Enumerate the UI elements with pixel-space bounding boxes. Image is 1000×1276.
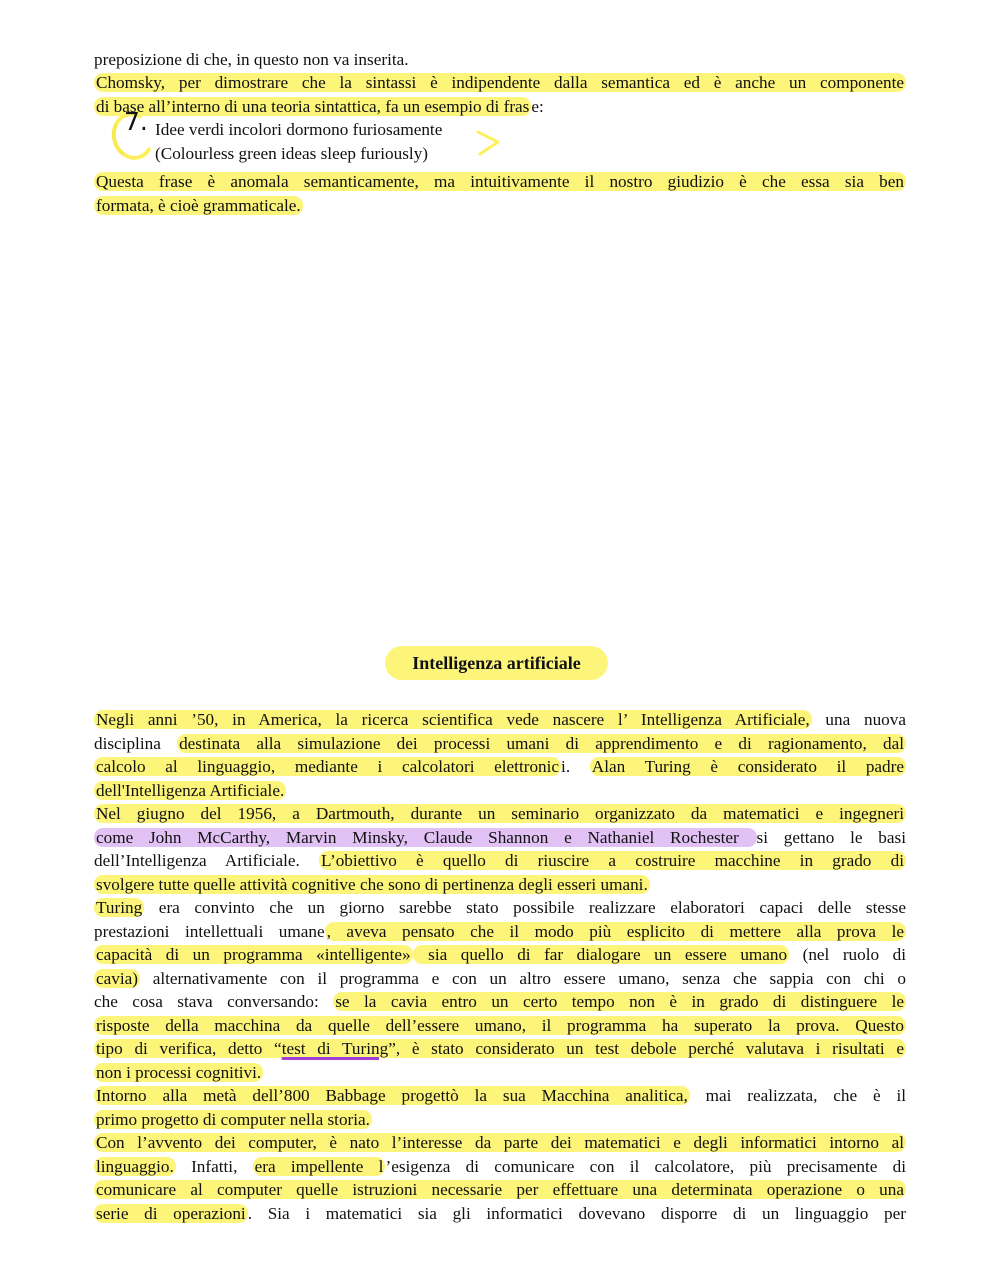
highlight: sia quello di far dialogare un essere umano bbox=[414, 945, 788, 964]
page-top bbox=[94, 48, 906, 217]
highlight: dell'Intelligenza Artificiale. bbox=[96, 780, 285, 800]
highlight: se la cavia entro un certo tempo non è in grado di distinguere le bbox=[335, 992, 904, 1011]
highlight: risposte della macchina da quelle dell’essere umano, il programma ha superato la prova. Questo bbox=[96, 1015, 904, 1035]
highlight bbox=[94, 1039, 906, 1058]
text-line bbox=[94, 708, 906, 732]
text-line bbox=[94, 1037, 906, 1061]
plain-text: ”, è stato considerato un test debole perché valutava i risultati e bbox=[388, 1039, 904, 1058]
text-line bbox=[94, 1084, 906, 1108]
highlight: calcolo al linguaggio, mediante i calcolatori elettronic bbox=[96, 757, 560, 776]
highlight: L’obiettivo è quello di riuscire a costruire macchine in grado di bbox=[321, 851, 904, 870]
handwritten-chevron-mark bbox=[474, 128, 502, 156]
highlight: Chomsky, per dimostrare che la sintassi è indipendente dalla semantica ed è anche un componente bbox=[96, 73, 904, 93]
highlight: cavia) bbox=[96, 968, 138, 988]
text-line bbox=[94, 95, 906, 118]
text-line bbox=[94, 943, 906, 967]
purple-highlight: come John McCarthy, Marvin Minsky, Claude Shannon e Nathaniel Rochester bbox=[96, 827, 755, 847]
text-line bbox=[94, 71, 906, 94]
plain-text: e: bbox=[531, 96, 544, 116]
highlight: Intorno alla metà dell’800 Babbage progettò la sua Macchina analitica, bbox=[96, 1086, 688, 1105]
plain-text: Infatti, bbox=[175, 1156, 253, 1176]
example-lines bbox=[155, 118, 442, 165]
highlight: formata, è cioè grammaticale. bbox=[96, 195, 301, 215]
plain-text: mai realizzata, che è il bbox=[689, 1086, 907, 1105]
underlined-term: test di Turing bbox=[281, 1039, 389, 1058]
highlight: serie di operazioni bbox=[96, 1203, 246, 1223]
text-line bbox=[94, 1178, 906, 1202]
highlight: Questa frase è anomala semanticamente, ma intuitivamente il nostro giudizio è che essa sia ben bbox=[96, 172, 904, 192]
highlight: non i processi cognitivi. bbox=[96, 1062, 262, 1082]
highlight: Con l’avvento dei computer, è nato l’interesse da parte dei matematici e degli informatici intorno al bbox=[96, 1133, 904, 1152]
plain-text: era convinto che un giorno sarebbe stato possibile realizzare elaboratori capaci delle stesse bbox=[144, 898, 906, 917]
page-body bbox=[94, 708, 906, 1225]
highlight: di base all’interno di una teoria sintattica, fa un esempio di fras bbox=[96, 96, 530, 116]
text-line bbox=[94, 732, 906, 756]
plain-text: prestazioni intellettuali umane bbox=[94, 921, 325, 941]
text-line bbox=[94, 967, 906, 991]
highlight: Nel giugno del 1956, a Dartmouth, durante un seminario organizzato da matematici e ingegneri bbox=[96, 804, 904, 823]
highlight: Turing bbox=[96, 898, 143, 917]
plain-text: dell’Intelligenza Artificiale. bbox=[94, 851, 320, 870]
highlight: , aveva pensato che il modo più esplicito di mettere alla prova le bbox=[326, 921, 904, 941]
highlight: primo progetto di computer nella storia. bbox=[96, 1109, 370, 1129]
example-sentence bbox=[94, 107, 906, 170]
text-line bbox=[94, 194, 906, 217]
plain-text: si gettano le basi bbox=[756, 827, 906, 847]
text-line bbox=[94, 1155, 906, 1179]
text-line bbox=[94, 920, 906, 944]
text-line bbox=[94, 873, 906, 897]
plain-text: . Sia i matematici sia gli informatici dovevano disporre di un linguaggio per bbox=[247, 1203, 906, 1223]
text-line bbox=[94, 826, 906, 850]
plain-text: (nel ruolo di bbox=[789, 945, 906, 964]
text-line bbox=[94, 170, 906, 193]
highlight: Negli anni ’50, in America, la ricerca scientifica vede nascere l’ Intelligenza Artificiale, bbox=[96, 710, 810, 729]
text-line bbox=[94, 802, 906, 826]
text-line bbox=[94, 990, 906, 1014]
text-line bbox=[94, 779, 906, 803]
highlight: Alan Turing è considerato il padre bbox=[591, 757, 904, 776]
text-line bbox=[94, 1061, 906, 1085]
example-line-italian: Idee verdi incolori dormono furiosamente bbox=[155, 120, 443, 140]
text-line bbox=[94, 755, 906, 779]
text-line bbox=[94, 1131, 906, 1155]
plain-text: disciplina bbox=[94, 733, 178, 753]
highlight: destinata alla simulazione dei processi umani di apprendimento e di ragionamento, dal bbox=[179, 733, 904, 753]
section-title-highlight bbox=[385, 646, 608, 680]
example-line-english: (Colourless green ideas sleep furiously) bbox=[155, 143, 429, 163]
highlight: svolgere tutte quelle attività cognitive che sono di pertinenza degli esseri umani. bbox=[96, 874, 648, 894]
text-line: preposizione di che, in questo non va inserita. bbox=[94, 50, 409, 69]
plain-text: che cosa stava conversando: bbox=[94, 992, 334, 1011]
plain-text: alternativamente con il programma e con un altro essere umano, senza che sappia con chi o bbox=[139, 968, 906, 988]
plain-text: una nuova bbox=[811, 710, 906, 729]
highlight: linguaggio. bbox=[96, 1156, 174, 1176]
highlight: era impellente l bbox=[254, 1156, 384, 1176]
highlight: comunicare al computer quelle istruzioni necessarie per effettuare una determinata operazione o una bbox=[96, 1180, 904, 1199]
text-line bbox=[94, 1108, 906, 1132]
text-line bbox=[94, 896, 906, 920]
plain-text: i. bbox=[561, 757, 590, 776]
plain-text: ’esigenza di comunicare con il calcolatore, più precisamente di bbox=[385, 1156, 906, 1176]
example-number: 7. bbox=[124, 107, 148, 137]
section-title: Intelligenza artificiale bbox=[412, 653, 581, 673]
plain-text: tipo di verifica, detto “ bbox=[96, 1039, 282, 1058]
highlight: capacità di un programma «intelligente» bbox=[96, 945, 411, 964]
text-line bbox=[94, 1202, 906, 1226]
text-line bbox=[94, 849, 906, 873]
text-line bbox=[94, 1014, 906, 1038]
